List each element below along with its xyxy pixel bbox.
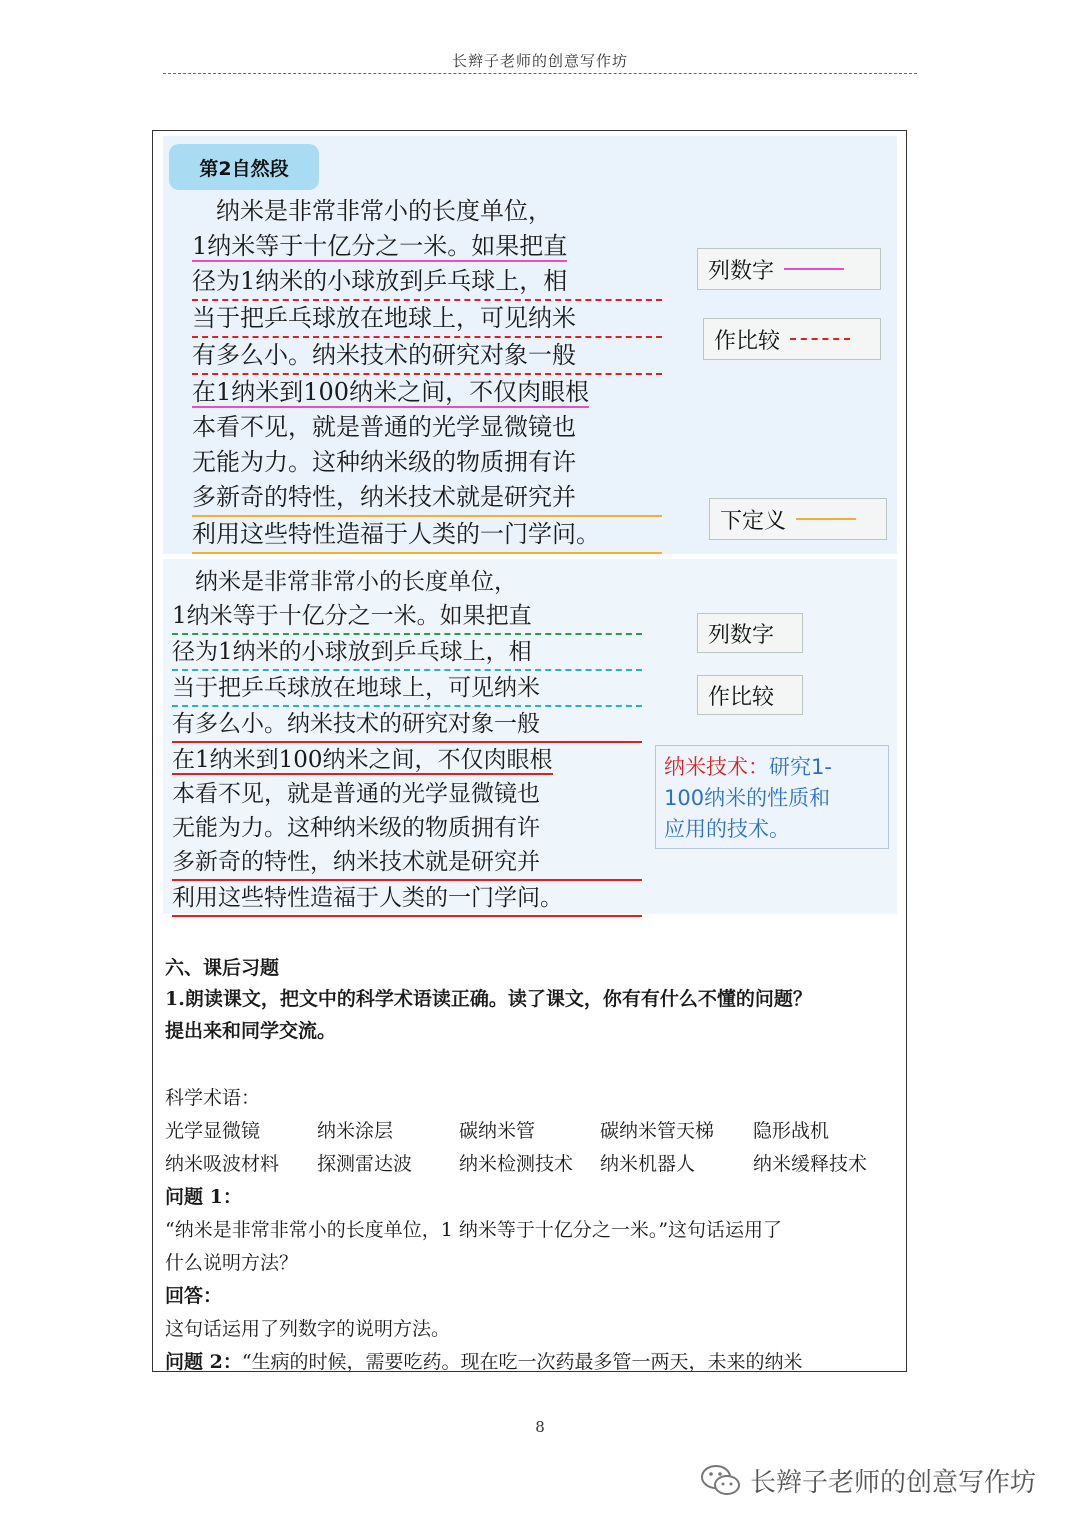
slide-annotated — [163, 559, 897, 914]
term: 纳米涂层 — [317, 1120, 394, 1142]
watermark — [700, 1462, 1036, 1499]
question-text: “纳米是非常非常小的长度单位，1 纳米等于十亿分之一米。”这句话运用了 — [165, 1219, 783, 1241]
answer-label: 回答： — [165, 1285, 223, 1307]
underline-list-numbers: 在1纳米到100纳米之间，不仅肉眼根 — [192, 378, 590, 406]
definition-text: 100纳米的性质和 — [664, 786, 831, 810]
terms-grid — [165, 1115, 900, 1181]
pink-line-swatch — [784, 268, 844, 270]
paragraph-tab: 第2自然段 — [169, 144, 319, 190]
question-line: 提出来和同学交流。 — [165, 1020, 337, 1042]
underline-define: 多新奇的特性，纳米技术就是研究并 — [192, 480, 662, 517]
question-2-line — [165, 1346, 900, 1372]
header-divider — [163, 73, 917, 74]
underline-define: 多新奇的特性，纳米技术就是研究并 — [172, 845, 642, 881]
watermark-text: 长辫子老师的创意写作坊 — [750, 1468, 1037, 1498]
slide1-passage — [192, 194, 662, 554]
orange-line-swatch — [796, 518, 856, 520]
underline-list-numbers: 1纳米等于十亿分之一米。如果把直 — [172, 599, 642, 635]
section-heading: 六、课后习题 — [165, 957, 280, 979]
underline-compare: 当于把乒乓球放在地球上，可见纳米 — [172, 671, 642, 707]
question-label: 问题 1： — [165, 1186, 242, 1208]
underline-compare: 有多么小。纳米技术的研究对象一般 — [192, 338, 662, 375]
term: 光学显微镜 — [165, 1120, 261, 1142]
text-line: 本看不见，就是普通的光学显微镜也 — [172, 781, 540, 807]
text-line — [172, 743, 642, 777]
definition-term: 纳米技术： — [664, 755, 769, 779]
exercise-question-1 — [165, 983, 900, 1047]
text-line: 本看不见，就是普通的光学显微镜也 — [192, 413, 576, 441]
underline-compare: 径为1纳米的小球放到乒乓球上，相 — [192, 264, 662, 301]
definition-text: 应用的技术。 — [664, 817, 790, 841]
legend-compare — [703, 318, 881, 360]
term: 隐形战机 — [753, 1120, 830, 1142]
question-label: 问题 2： — [165, 1351, 242, 1372]
underline-define: 利用这些特性造福于人类的一门学问。 — [192, 517, 662, 554]
term: 纳米机器人 — [600, 1153, 696, 1175]
question-text: “生病的时候，需要吃药。现在吃一次药最多管一两天，未来的纳米 — [241, 1351, 803, 1372]
underline-compare: 当于把乒乓球放在地球上，可见纳米 — [192, 301, 662, 338]
content-frame — [152, 130, 907, 1372]
term: 纳米吸波材料 — [165, 1153, 280, 1175]
legend-define — [709, 498, 887, 540]
text-line — [192, 229, 662, 264]
question-line: 1.朗读课文，把文中的科学术语读正确。读了课文，你有有什么不懂的问题？ — [165, 988, 812, 1010]
legend-label: 列数字 — [708, 258, 775, 284]
underline-list-numbers: 1纳米等于十亿分之一米。如果把直 — [192, 232, 568, 260]
underline-define: 在1纳米到100纳米之间，不仅肉眼根 — [172, 747, 553, 773]
term: 探测雷达波 — [317, 1153, 413, 1175]
legend-label: 下定义 — [720, 508, 787, 534]
underline-define: 利用这些特性造福于人类的一门学问。 — [172, 881, 642, 917]
text-line: 无能为力。这种纳米级的物质拥有许 — [192, 448, 576, 476]
legend-label: 作比较 — [708, 684, 775, 710]
text-line: 纳米是非常非常小的长度单位， — [192, 197, 552, 225]
definition-text: 研究1- — [769, 755, 832, 779]
legend-list-numbers — [697, 613, 803, 653]
question-text: 什么说明方法？ — [165, 1252, 299, 1274]
legend-list-numbers — [697, 248, 881, 290]
red-dashed-swatch — [790, 338, 850, 340]
underline-compare: 径为1纳米的小球放到乒乓球上，相 — [172, 635, 642, 671]
wechat-icon — [700, 1463, 742, 1499]
page-number: 8 — [535, 1418, 545, 1436]
terms-label: 科学术语： — [165, 1087, 261, 1109]
terms-row — [165, 1115, 900, 1148]
term: 碳纳米管天梯 — [600, 1120, 715, 1142]
text-line — [192, 375, 662, 410]
terms-row — [165, 1148, 900, 1181]
definition-box — [655, 745, 889, 849]
text-line: 纳米是非常非常小的长度单位， — [172, 569, 517, 595]
term: 纳米检测技术 — [459, 1153, 574, 1175]
question-1-block — [165, 1181, 900, 1372]
slide2-passage — [172, 565, 642, 917]
term: 碳纳米管 — [459, 1120, 536, 1142]
underline-define: 有多么小。纳米技术的研究对象一般 — [172, 707, 642, 743]
term: 纳米缓释技术 — [753, 1153, 868, 1175]
header-title: 长辫子老师的创意写作坊 — [451, 52, 628, 70]
legend-label: 列数字 — [708, 622, 775, 648]
legend-compare — [697, 675, 803, 715]
legend-label: 作比较 — [714, 328, 781, 354]
text-line: 无能为力。这种纳米级的物质拥有许 — [172, 815, 540, 841]
answer-text: 这句话运用了列数字的说明方法。 — [165, 1318, 451, 1340]
slide-paragraph-2 — [163, 136, 897, 554]
